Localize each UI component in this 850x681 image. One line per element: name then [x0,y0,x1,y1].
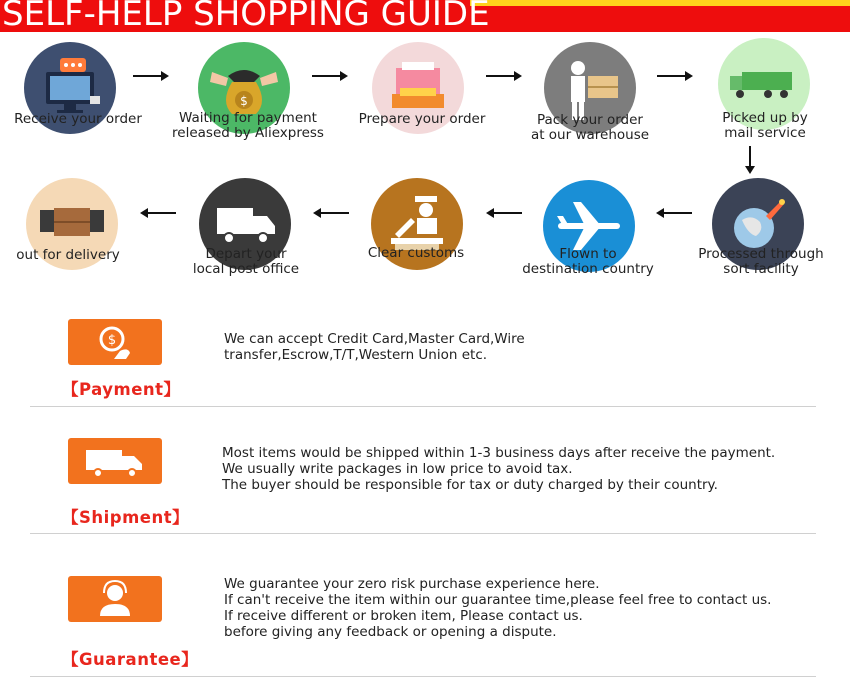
arrow-down-icon [744,146,756,174]
section-divider [30,533,816,534]
header-banner [0,0,850,32]
arrow-right-icon [486,70,522,82]
payment-icon-box [68,319,162,365]
arrow-right-icon [657,70,693,82]
svg-text:$: $ [240,94,248,108]
payment-title: 【Payment】 [62,380,181,399]
step-label: Clear customs [367,245,465,261]
shipment-icon-box [68,438,162,484]
step-label: Pack your order at our warehouse [530,112,650,143]
step-label: Receive your order [14,111,142,127]
step-label: out for delivery [16,247,120,263]
section-divider [30,676,816,677]
guarantee-title: 【Guarantee】 [62,650,199,669]
shipment-text: Most items would be shipped within 1-3 business days after receive the payment. We usually write packages in low price to avoid tax. The buyer should be responsible for tax or duty charged by their country. [222,445,776,493]
banner-stripe [470,0,850,6]
step-label: Picked up by mail service [722,110,808,141]
page-title: SELF-HELP SHOPPING GUIDE [2,0,490,32]
step-label: Prepare your order [358,111,486,127]
shipping-truck-icon [68,438,162,484]
svg-text:$: $ [107,333,117,348]
step-label: Processed through sort facility [698,246,824,277]
step-label: Depart your local post office [192,246,300,277]
payment-text: We can accept Credit Card,Master Card,Wire transfer,Escrow,T/T,Western Union etc. [224,331,525,363]
arrow-right-icon [133,70,169,82]
step-label: Waiting for payment released by Aliexpress [172,110,324,141]
arrow-right-icon [312,70,348,82]
arrow-left-icon [656,207,692,219]
guarantee-icon-box [68,576,162,622]
shipment-title: 【Shipment】 [62,508,190,527]
arrow-left-icon [486,207,522,219]
step-label: Flown to destination country [522,246,654,277]
support-agent-icon [68,576,162,622]
guarantee-text: We guarantee your zero risk purchase experience here. If can't receive the item within our guarantee time,please feel free to contact us. If receive different or broken item, Please contact us. before giving any feedback or opening a dispute. [224,576,772,640]
section-divider [30,406,816,407]
arrow-left-icon [140,207,176,219]
arrow-left-icon [313,207,349,219]
coin-hand-icon [68,319,162,365]
